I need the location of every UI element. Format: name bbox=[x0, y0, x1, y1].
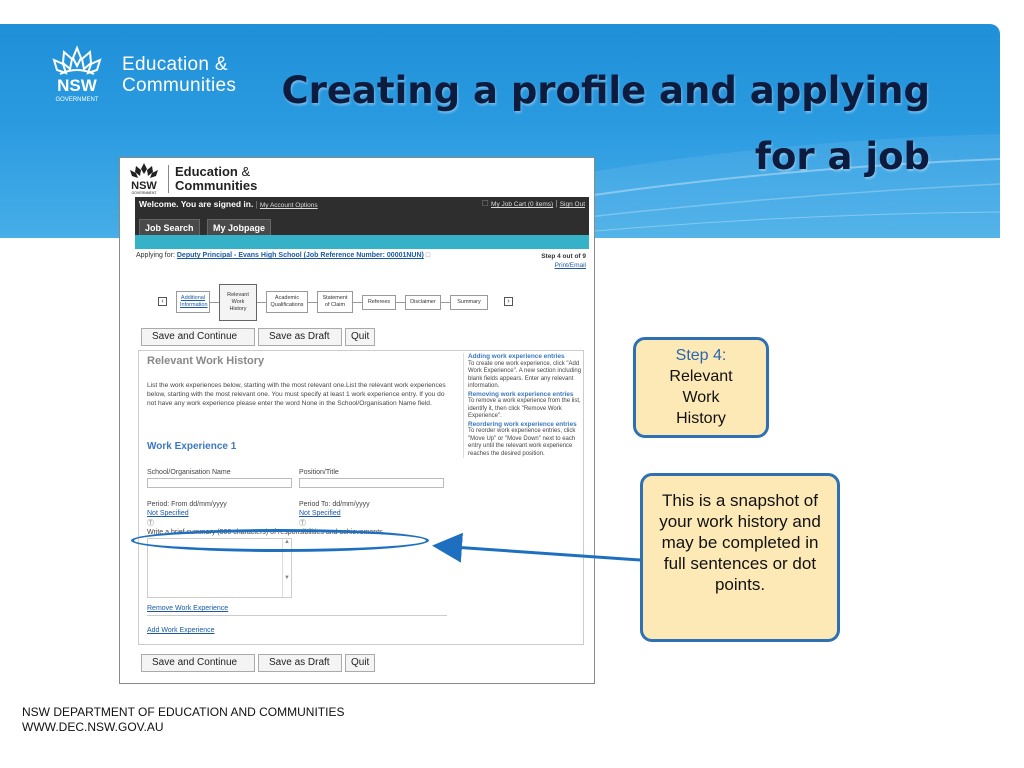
help-heading-reordering: Reordering work experience entries bbox=[468, 420, 577, 428]
account-options-link[interactable]: My Account Options bbox=[259, 202, 318, 209]
save-continue-button[interactable]: Save and Continue bbox=[141, 654, 255, 672]
tab-job-search[interactable]: Job Search bbox=[139, 219, 200, 235]
quit-button[interactable]: Quit bbox=[345, 328, 375, 346]
main-nav bbox=[135, 211, 589, 235]
step-academic-qualifications[interactable]: Academic Qualifications bbox=[266, 291, 308, 313]
welcome-text: Welcome. You are signed in. bbox=[139, 199, 254, 209]
help-text-adding: To create one work experience, click "Add Work Experience". A new section including blank fields appears. Enter any relevant information. bbox=[468, 360, 582, 389]
help-icon[interactable]: Ⓣ bbox=[299, 520, 306, 527]
save-draft-button[interactable]: Save as Draft bbox=[258, 654, 342, 672]
footer bbox=[22, 705, 344, 735]
add-row bbox=[147, 627, 215, 634]
help-heading-removing: Removing work experience entries bbox=[468, 390, 574, 398]
step-info bbox=[530, 252, 586, 270]
step-callout bbox=[633, 337, 769, 438]
footer-url: WWW.DEC.NSW.GOV.AU bbox=[22, 720, 164, 734]
help-panel bbox=[463, 353, 583, 458]
tab-my-jobpage[interactable]: My Jobpage bbox=[207, 219, 271, 235]
period-to-link[interactable]: Not Specified bbox=[299, 510, 341, 517]
application-screenshot bbox=[119, 157, 595, 684]
snapshot-callout-text: This is a snapshot of your work history and may be completed in full sentences or dot points. bbox=[659, 491, 821, 594]
chevron-left-icon[interactable]: ‹ bbox=[158, 297, 167, 306]
callout-step-line3: Work bbox=[682, 389, 720, 406]
slide-title-line2: for a job bbox=[754, 135, 930, 178]
logo-wordmark bbox=[122, 54, 236, 96]
school-input[interactable] bbox=[147, 478, 292, 488]
print-email-link[interactable]: Print/Email bbox=[554, 262, 586, 269]
waratah-icon bbox=[126, 162, 162, 196]
section-title: Relevant Work History bbox=[147, 355, 265, 367]
step-additional-information[interactable]: Additional Information bbox=[176, 291, 210, 313]
step-relevant-work-history[interactable]: Relevant Work History bbox=[219, 284, 257, 321]
footer-department: NSW DEPARTMENT OF EDUCATION AND COMMUNITIES bbox=[22, 705, 345, 719]
divider bbox=[147, 615, 447, 616]
highlight-ellipse bbox=[131, 529, 429, 552]
logo-line-education: Education bbox=[122, 54, 210, 75]
logo-line-communities: Communities bbox=[122, 75, 237, 96]
wordmark-amp: & bbox=[241, 164, 251, 179]
cart-icon: ☐ bbox=[481, 199, 489, 208]
remove-row bbox=[147, 605, 228, 612]
work-history-form bbox=[138, 350, 584, 645]
wordmark-education: Education bbox=[175, 164, 238, 179]
position-input[interactable] bbox=[299, 478, 444, 488]
external-link-icon: □ bbox=[425, 252, 431, 259]
top-actions bbox=[141, 328, 378, 346]
chevron-right-icon[interactable]: › bbox=[504, 297, 513, 306]
step-count: Step 4 out of 9 bbox=[541, 253, 586, 260]
svg-text:GOVERNMENT: GOVERNMENT bbox=[131, 191, 157, 195]
nav-accent-bar bbox=[135, 235, 589, 249]
snapshot-callout bbox=[640, 473, 840, 642]
svg-text:NSW: NSW bbox=[131, 180, 157, 192]
applying-label: Applying for: bbox=[136, 252, 175, 259]
nsw-logo bbox=[46, 44, 236, 106]
screenshot-logo bbox=[126, 162, 257, 196]
wordmark-communities: Communities bbox=[175, 178, 258, 193]
period-to-label: Period To: dd/mm/yyyy bbox=[299, 501, 370, 508]
slide-title-line1: Creating a profile and applying bbox=[281, 69, 930, 112]
callout-step-number: Step 4: bbox=[675, 347, 727, 364]
cart-links: ☐ My Job Cart (0 items) | Sign Out bbox=[481, 199, 585, 208]
scrollbar[interactable]: ▲ ▼ bbox=[282, 539, 291, 597]
save-continue-button[interactable]: Save and Continue bbox=[141, 328, 255, 346]
period-to-value bbox=[299, 510, 341, 517]
position-label: Position/Title bbox=[299, 469, 339, 476]
screenshot-wordmark bbox=[168, 165, 257, 193]
add-work-experience-link[interactable]: Add Work Experience bbox=[147, 627, 215, 634]
svg-text:GOVERNMENT: GOVERNMENT bbox=[55, 97, 99, 103]
help-text-removing: To remove a work experience from the list, identify it, then click "Remove Work Experience". bbox=[468, 398, 581, 419]
quit-button[interactable]: Quit bbox=[345, 654, 375, 672]
logo-amp: & bbox=[214, 54, 228, 75]
bottom-actions bbox=[141, 654, 378, 672]
remove-work-experience-link[interactable]: Remove Work Experience bbox=[147, 605, 229, 612]
period-from-link[interactable]: Not Specified bbox=[147, 510, 189, 517]
step-statement-of-claim[interactable]: Statement of Claim bbox=[317, 291, 353, 313]
job-link[interactable]: Deputy Principal - Evans High School (Job Reference Number: 00001NUN) bbox=[176, 252, 424, 259]
waratah-icon bbox=[46, 44, 108, 106]
step-referees[interactable]: Referees bbox=[362, 295, 396, 310]
work-experience-title: Work Experience 1 bbox=[147, 441, 237, 452]
step-summary[interactable]: Summary bbox=[450, 295, 488, 310]
applying-for bbox=[136, 252, 430, 259]
sign-out-link[interactable]: Sign Out bbox=[559, 201, 585, 208]
help-heading-adding: Adding work experience entries bbox=[468, 353, 565, 360]
period-from-value bbox=[147, 510, 189, 517]
period-from-label: Period: From dd/mm/yyyy bbox=[147, 501, 227, 508]
callout-step-line4: History bbox=[676, 410, 726, 427]
summary-label: Write a brief summary (500 characters) of responsibilities and achievements bbox=[147, 529, 383, 536]
help-icon[interactable]: Ⓣ bbox=[147, 520, 154, 527]
progress-steps bbox=[176, 285, 497, 319]
save-draft-button[interactable]: Save as Draft bbox=[258, 328, 342, 346]
help-text-reordering: To reorder work experience entries, click "Move Up" or "Move Down" next to each entry until the relevant work experience reaches the desired position. bbox=[468, 428, 576, 457]
school-label: School/Organisation Name bbox=[147, 469, 231, 476]
intro-text: List the work experiences below, starting with the most relevant one.List the relevant work experiences below, starting with the most relevant one. You must specify at least 1 work experience entry. If you do not have any work experience please enter the word None in the School/Organisation Name field. bbox=[147, 382, 446, 407]
job-cart-link[interactable]: My Job Cart (0 items) bbox=[491, 201, 554, 208]
svg-text:NSW: NSW bbox=[57, 76, 97, 95]
callout-step-line2: Relevant bbox=[669, 368, 733, 385]
step-disclaimer[interactable]: Disclaimer bbox=[405, 295, 441, 310]
account-bar: Welcome. You are signed in. | My Account Options ☐ My Job Cart (0 items) | Sign Out bbox=[135, 197, 589, 211]
